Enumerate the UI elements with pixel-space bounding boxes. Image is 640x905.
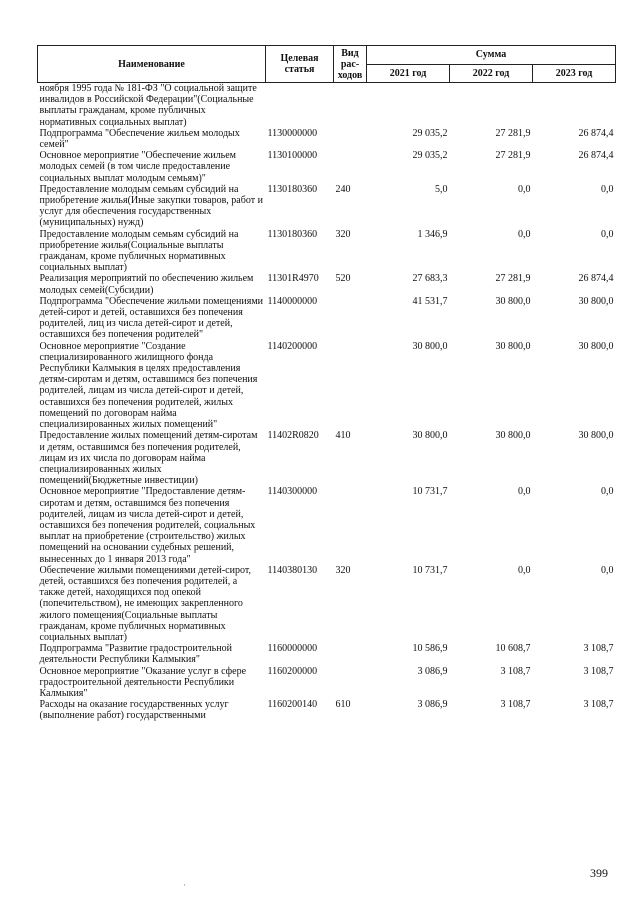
header-vid: Вид рас-ходов [334, 46, 367, 83]
row-sum-2021: 30 800,0 [412, 340, 448, 352]
row-name: Подпрограмма "Обеспечение жильем молодых семей" [39, 127, 240, 151]
budget-table [37, 45, 616, 722]
row-sum-2023: 0,0 [601, 183, 614, 195]
row-expense-type [334, 666, 367, 700]
row-expense-type [334, 643, 367, 665]
row-sum-2022: 27 281,9 [495, 127, 531, 139]
row-sum-2022: 0,0 [518, 228, 531, 240]
row-sum-2021: 30 800,0 [412, 430, 448, 442]
table-row [38, 699, 616, 721]
header-sum: Сумма [367, 46, 616, 65]
table-row [38, 565, 616, 643]
row-expense-type [334, 341, 367, 431]
table-row [38, 273, 616, 295]
row-sum-2021: 3 086,9 [417, 665, 448, 677]
table-row [38, 83, 616, 128]
row-target-code: 1160200000 [267, 665, 318, 677]
row-sum-2022: 27 281,9 [495, 273, 531, 285]
row-target-code: 1140300000 [267, 486, 318, 498]
row-expense-type: 520 [335, 273, 351, 285]
table-row [38, 150, 616, 184]
table-row [38, 341, 616, 431]
row-sum-2022: 3 108,7 [500, 665, 531, 677]
row-name: Предоставление жилых помещений детям-сиротам и детям, оставшимся без попечения родителей, лицам из их числа по договорам найма специализированных жилых помещений(Бюджетные инвестиции) [39, 430, 258, 487]
table-row [38, 229, 616, 274]
row-name: Основное мероприятие "Обеспечение жильем молодых семей (в том числе предоставление социальных выплат молодым семьям)" [39, 150, 236, 184]
row-sum-2023: 30 800,0 [578, 340, 614, 352]
row-sum-2023: 26 874,4 [578, 127, 614, 139]
row-sum-2023: 0,0 [601, 228, 614, 240]
row-sum-2022: 0,0 [518, 564, 531, 576]
row-sum-2022: 30 800,0 [495, 430, 531, 442]
row-target-code: 1130000000 [267, 127, 318, 139]
row-expense-type: 320 [335, 228, 351, 240]
row-sum-2021: 10 731,7 [412, 486, 448, 498]
row-name: Подпрограмма "Обеспечение жильми помещениями детей-сирот и детей, оставшихся без попечения родителей, лиц из числа детей-сирот и детей, оставшихся без попечения родителей" [39, 295, 264, 341]
row-sum-2022: 0,0 [518, 486, 531, 498]
row-sum-2023: 0,0 [601, 486, 614, 498]
table-row [38, 486, 616, 564]
row-sum-2021: 3 086,9 [417, 699, 448, 711]
row-target-code: 11402R0820 [267, 430, 319, 442]
row-target-code: 1160200140 [267, 699, 318, 711]
table-row [38, 128, 616, 150]
row-sum-2021: 5,0 [435, 183, 448, 195]
row-sum-2023: 3 108,7 [583, 665, 614, 677]
footer-mark: · [183, 880, 186, 890]
row-sum-2021: 10 586,9 [412, 643, 448, 655]
row-sum-2021: 29 035,2 [412, 127, 448, 139]
row-expense-type: 610 [335, 699, 351, 711]
row-name: Основное мероприятие "Оказание услуг в сфере градостроительной деятельности Республики Калмыкия" [39, 665, 247, 699]
row-sum-2023: 0,0 [601, 564, 614, 576]
row-name: Основное мероприятие "Создание специализированного жилищного фонда Республики Калмыкия в целях предоставления детям-сиротам и детям, оставшимся без попечения родителей, лицам из числа детей-сирот и детей, оставшихся без попечения родителей, жилых помещений по договорам найма специализированных жилых помещений" [39, 340, 258, 431]
row-sum-2022: 30 800,0 [495, 340, 531, 352]
row-expense-type [334, 296, 367, 341]
table-row [38, 666, 616, 700]
page-number: 399 [590, 866, 608, 880]
row-expense-type [334, 486, 367, 564]
row-sum-2023: 30 800,0 [578, 430, 614, 442]
table-body [38, 83, 616, 722]
row-target-code: 1140000000 [267, 295, 318, 307]
row-sum-2021: 27 683,3 [412, 273, 448, 285]
row-target-code: 11301R4970 [267, 273, 319, 285]
row-sum-2023 [533, 83, 616, 128]
row-sum-2021: 1 346,9 [417, 228, 448, 240]
row-name: Расходы на оказание государственных услуг (выполнение работ) государственными [39, 699, 229, 722]
row-target-code: 1130180360 [267, 228, 318, 240]
row-expense-type: 240 [335, 183, 351, 195]
header-2021: 2021 год [367, 64, 450, 83]
header-target: Целевая статья [266, 46, 334, 83]
row-name: Обеспечение жилыми помещениями детей-сирот, детей, оставшихся без попечения родителей, а также детей, находящихся под опекой (попечительством), не имеющих закрепленного жилого помещения(Социальные выплаты гражданам, кроме публичных нормативных социальных выплат) [39, 564, 251, 643]
table-row [38, 184, 616, 229]
row-target-code [266, 83, 334, 128]
row-target-code: 1130100000 [267, 150, 318, 162]
row-expense-type [334, 150, 367, 184]
row-sum-2023: 26 874,4 [578, 150, 614, 162]
row-sum-2022: 0,0 [518, 183, 531, 195]
row-target-code: 1140200000 [267, 340, 318, 352]
row-sum-2021: 41 531,7 [412, 295, 448, 307]
header-2023: 2023 год [533, 64, 616, 83]
table-row [38, 643, 616, 665]
row-name: Подпрограмма "Развитие градостроительной деятельности Республики Калмыкия" [39, 643, 232, 666]
row-target-code: 1130180360 [267, 183, 318, 195]
row-name: Реализация мероприятий по обеспечению жильем молодых семей(Субсидии) [39, 273, 254, 296]
row-sum-2022: 10 608,7 [495, 643, 531, 655]
row-sum-2022: 30 800,0 [495, 295, 531, 307]
table-row [38, 296, 616, 341]
row-target-code: 1140380130 [267, 564, 318, 576]
row-sum-2022: 27 281,9 [495, 150, 531, 162]
row-sum-2022: 3 108,7 [500, 699, 531, 711]
row-sum-2023: 3 108,7 [583, 699, 614, 711]
row-sum-2021: 29 035,2 [412, 150, 448, 162]
row-expense-type: 410 [335, 430, 351, 442]
row-name: Предоставление молодым семьям субсидий на приобретение жилья(Иные закупки товаров, работ и услуг для обеспечения государственных (муниципальных) нужд) [39, 183, 263, 229]
row-expense-type: 320 [335, 564, 351, 576]
row-name: ноября 1995 года № 181-ФЗ "О социальной защите инвалидов в Российской Федерации"(Социальные выплаты гражданам, кроме публичных нормативных социальных выплат) [39, 83, 257, 128]
row-sum-2022 [450, 83, 533, 128]
table-header [38, 46, 616, 83]
row-sum-2023: 30 800,0 [578, 295, 614, 307]
table-row [38, 430, 616, 486]
row-expense-type [334, 128, 367, 150]
header-2022: 2022 год [450, 64, 533, 83]
row-expense-type [334, 83, 367, 128]
row-sum-2023: 26 874,4 [578, 273, 614, 285]
row-sum-2021: 10 731,7 [412, 564, 448, 576]
row-target-code: 1160000000 [267, 643, 318, 655]
row-sum-2023: 3 108,7 [583, 643, 614, 655]
row-name: Основное мероприятие "Предоставление детям-сиротам и детям, оставшимся без попечения родителей, лицам из числа детей-сирот и детей, оставшихся без попечения родителей, социальных выплат на приобретение (строительство) жилых помещений на основании судебных решений, вынесенных до 1 января 2013 года" [39, 486, 256, 565]
row-name: Предоставление молодым семьям субсидий на приобретение жилья(Социальные выплаты гражданам, кроме публичных нормативных социальных выплат) [39, 228, 239, 274]
header-name: Наименование [38, 46, 266, 83]
row-sum-2021 [367, 83, 450, 128]
